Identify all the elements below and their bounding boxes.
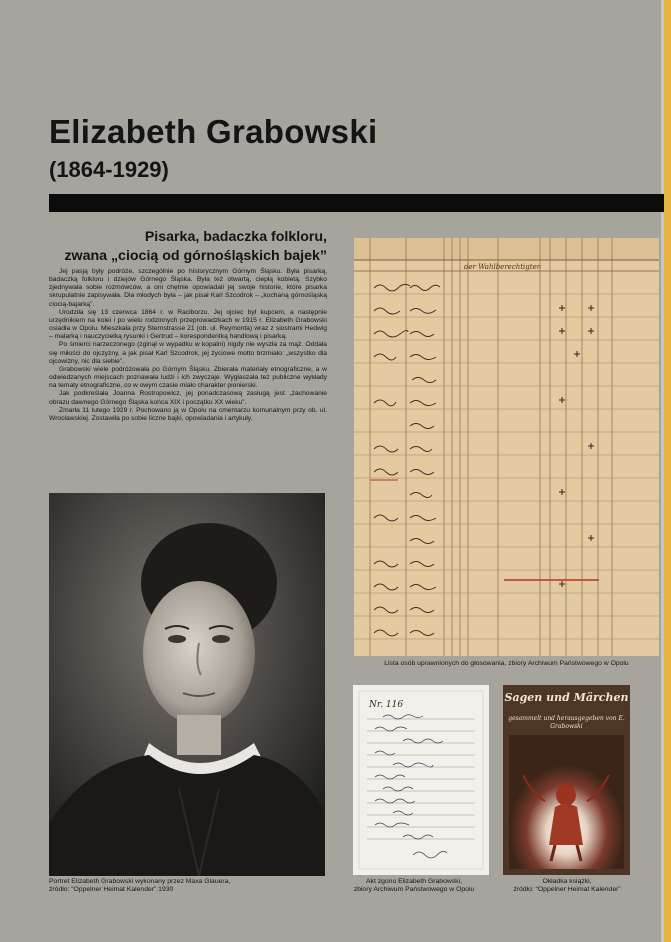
register-caption: Lista osób uprawnionych do głosowania, zbiory Archiwum Państwowego w Opolu — [384, 660, 629, 667]
death-record-caption-line-2: zbiory Archiwum Państwowego w Opolu — [353, 886, 475, 894]
book-subtitle: gesammelt und herausgegeben von E. Grabowski — [508, 715, 625, 730]
book-cover-caption — [492, 878, 642, 895]
page-title: Elizabeth Grabowski — [49, 113, 378, 150]
death-record-image — [353, 685, 489, 875]
portrait-image — [49, 493, 325, 876]
book-cover-image — [503, 685, 630, 875]
title-bar — [49, 194, 664, 212]
paragraph: Jak podkreślała Joanna Rostropowicz, jej ponadczasową zasługą jest „zachowanie obrazu dawnego Górnego Śląska końca XIX i początku XX wieku”. — [49, 390, 327, 406]
portrait-photo — [49, 493, 325, 876]
register-ledger — [354, 238, 659, 656]
death-record-caption — [340, 878, 488, 895]
paragraph: Urodziła się 13 czerwca 1864 r. w Raciborzu. Jej ojciec był kupcem, a następnie urzędnikiem na kolei i po wielu rodzinnych przeprowadzkach w 1915 r. Elizabeth Grabowski osiadła w Opolu. Mieszkała przy Sternstrasse 21 (ob. ul. Reymonta) wraz z siostrami Hedwig – malarką i nauczycielką rysunki i Gertrud – korespondentką handlową i pisarką. — [49, 308, 327, 341]
death-record-number: Nr. 116 — [369, 700, 404, 710]
portrait-caption-line-2: źródło: “Oppelner Heimat Kalender” 1930 — [49, 886, 174, 894]
subtitle — [49, 228, 327, 266]
subtitle-line-1: Pisarka, badaczka folkloru, — [144, 229, 327, 245]
death-record-caption-line-1: Akt zgonu Elizabeth Grabowski, — [366, 878, 462, 885]
portrait-caption-line-1: Portret Elizabeth Grabowski wykonany przez Maxa Glauera, — [49, 878, 231, 885]
life-years: (1864-1929) — [49, 157, 169, 182]
paragraph: Zmarła 11 lutego 1929 r. Pochowano ją w Opolu na cmentarzu komunalnym przy ob. ul. Wrocławskiej. Zostawiła po sobie liczne bajki, opowiadania i artykuły. — [49, 406, 327, 422]
register-header-band: der Wahlberechtigten — [464, 263, 542, 271]
paragraph: Po śmierci narzeczonego (zginął w wypadku w kopalni) nigdy nie wyszła za mąż. Oddała się miłości do ojczyzny, a jak pisał Karl Szcodrok, jej życiowe motto brzmiało: „wszystko dla ojcowizny, nic dla siebie”. — [49, 341, 327, 365]
voter-register-image — [354, 238, 659, 656]
paragraph: Jej pasją były podróże, szczególnie po historycznym Górnym Śląsku. Była pisarką, badaczką folkloru i dziejów Górnego Śląska. Była też otwartą, ciepłą kobietą. Szybko zjednywała sobie rozmówców, a oni chętnie opowiadali jej swoje historie, które pisarka skrupulatnie zapisywała. Dla młodych była – jak pisał Karl Szcodrok – „kochaną górnośląską ciocią-bajarką”. — [49, 268, 327, 308]
book-cover-caption-line-1: Okładka książki, — [542, 878, 592, 885]
book-cover-art — [503, 685, 630, 875]
biography-text — [49, 268, 327, 423]
paragraph: Grabowski wiele podróżowała po Górnym Śląsku. Zbierała materiały etnograficzne, a w odwiedzanych miejscach poznawała ludzi i ich zwyczaje. Wygłaszała też publiczne wykłady na tematy etnograficzne, co w owym czasie miało charakter pionierski. — [49, 365, 327, 390]
accent-strip — [664, 0, 671, 942]
portrait-caption — [49, 878, 325, 895]
book-cover-caption-line-2: źródło: “Oppelner Heimat Kalender” — [513, 886, 621, 894]
death-record-document — [353, 685, 489, 875]
book-title: Sagen und Märchen — [504, 691, 629, 704]
subtitle-line-2: zwana „ciocią od górnośląskich bajek” — [64, 248, 327, 264]
